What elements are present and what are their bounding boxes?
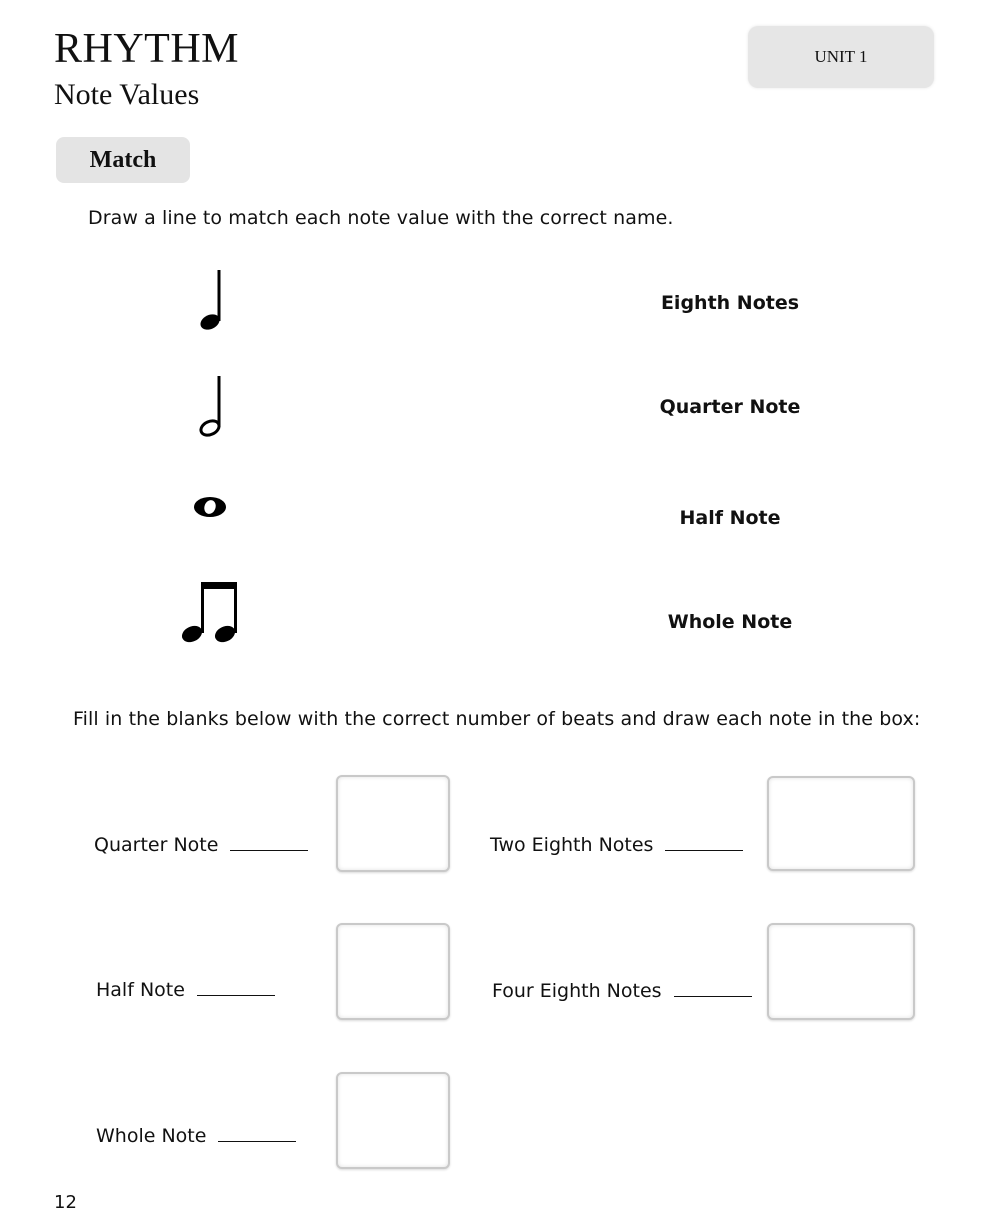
- drawing-box[interactable]: [336, 775, 450, 872]
- match-name-half-note: Half Note: [679, 507, 781, 529]
- drawing-box[interactable]: [767, 776, 915, 871]
- fill-item-whole-note: [96, 1125, 296, 1147]
- match-name-quarter-note: Quarter Note: [659, 396, 801, 418]
- match-section-label: Match: [56, 137, 190, 183]
- fill-item-four-eighth-notes: [492, 980, 752, 1002]
- answer-blank[interactable]: [674, 982, 752, 997]
- match-name-whole-note: Whole Note: [667, 611, 793, 633]
- quarter-note-icon: [190, 266, 230, 334]
- unit-badge: UNIT 1: [748, 26, 934, 88]
- page-subtitle: Note Values: [54, 78, 200, 111]
- whole-note-icon: [190, 494, 230, 520]
- fill-item-half-note: [96, 979, 275, 1001]
- drawing-box[interactable]: [336, 923, 450, 1020]
- answer-blank[interactable]: [218, 1127, 296, 1142]
- fill-instructions: Fill in the blanks below with the correct number of beats and draw each note in the box:: [73, 708, 921, 730]
- fill-item-label: Four Eighth Notes: [492, 980, 662, 1002]
- half-note-icon: [190, 372, 230, 440]
- beamed-eighth-notes-icon: [176, 578, 242, 648]
- fill-item-label: Quarter Note: [94, 834, 219, 856]
- fill-item-label: Half Note: [96, 979, 185, 1001]
- answer-blank[interactable]: [230, 836, 308, 851]
- match-name-eighth-notes: Eighth Notes: [660, 292, 800, 314]
- answer-blank[interactable]: [197, 981, 275, 996]
- fill-item-quarter-note: [94, 834, 308, 856]
- page-number: 12: [54, 1192, 77, 1213]
- drawing-box[interactable]: [767, 923, 915, 1020]
- fill-item-label: Whole Note: [96, 1125, 207, 1147]
- match-instructions: Draw a line to match each note value with the correct name.: [88, 207, 674, 229]
- fill-item-two-eighth-notes: [490, 834, 743, 856]
- page-title: RHYTHM: [54, 26, 240, 72]
- answer-blank[interactable]: [665, 836, 743, 851]
- drawing-box[interactable]: [336, 1072, 450, 1169]
- fill-item-label: Two Eighth Notes: [490, 834, 654, 856]
